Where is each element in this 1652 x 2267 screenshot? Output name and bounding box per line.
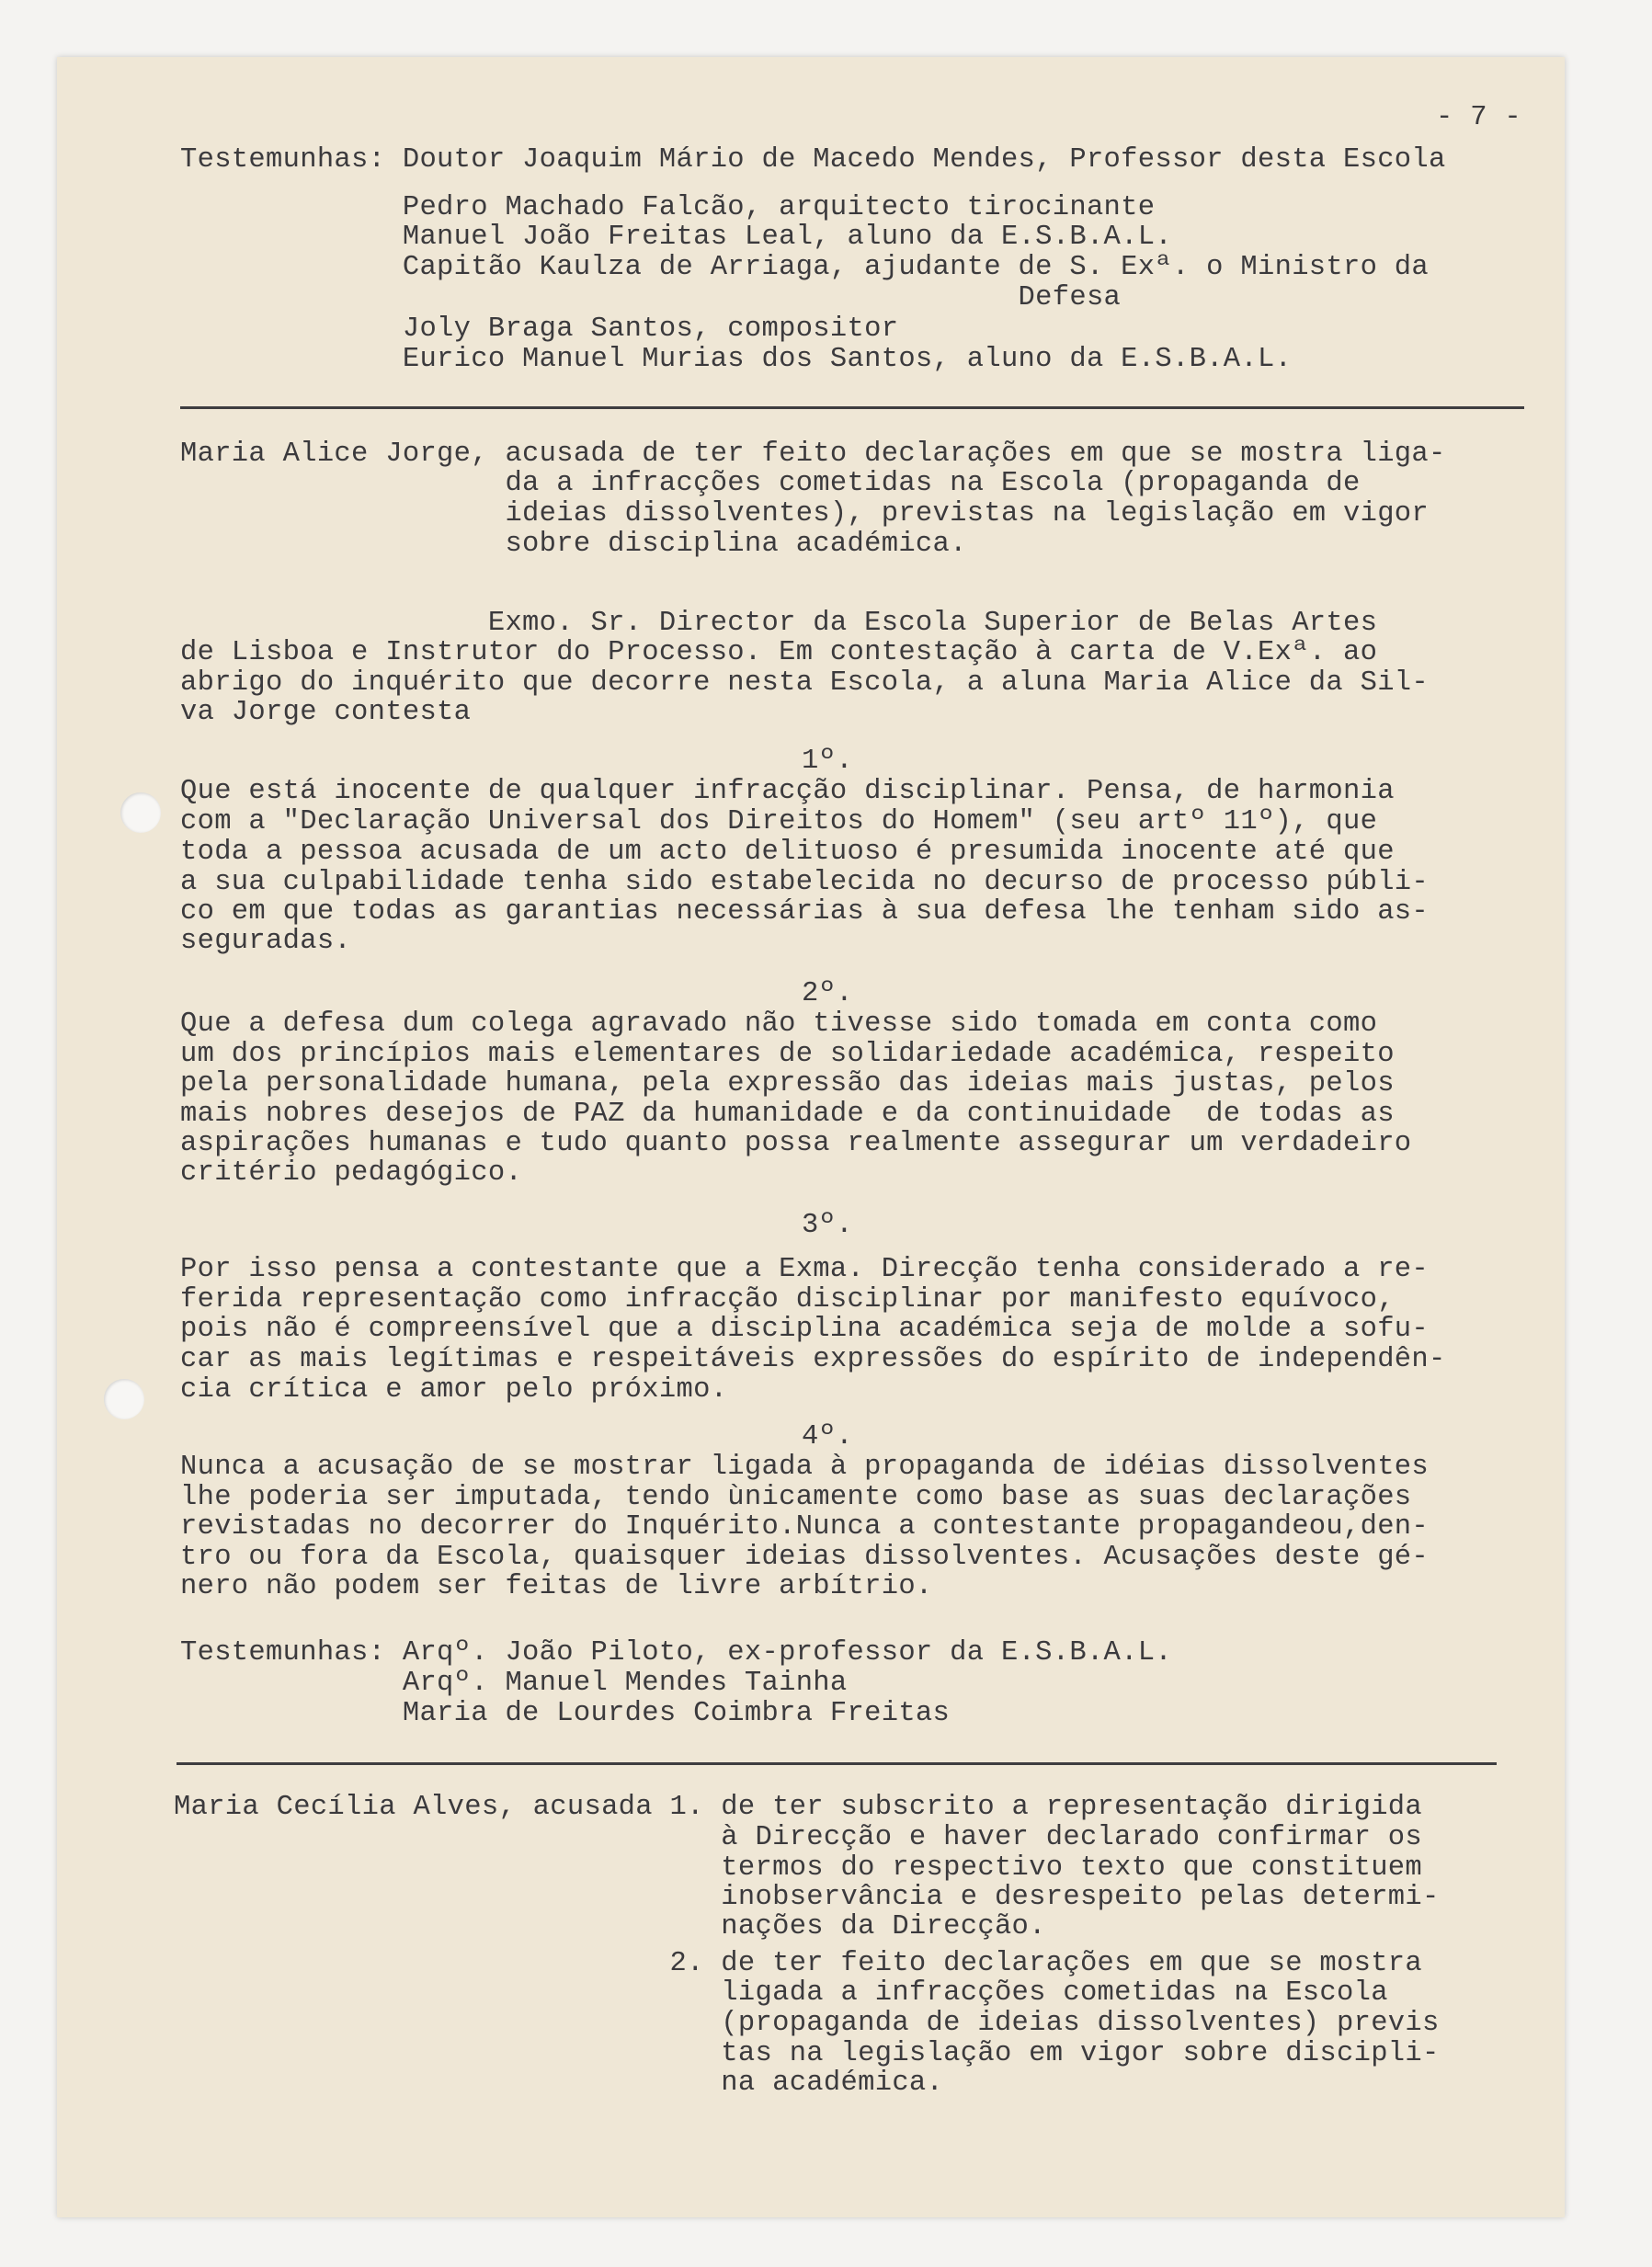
text-line: inobservância e desrespeito pelas determi- xyxy=(174,1882,1440,1913)
text-line: mais nobres desejos de PAZ da humanidade e da continuidade de todas as xyxy=(180,1099,1395,1130)
text-line: revistadas no decorrer do Inquérito.Nunca a contestante propagandeou,den- xyxy=(180,1511,1430,1543)
text-line: toda a pessoa acusada de um acto delituoso é presumida inocente até que xyxy=(180,837,1395,868)
text-line: Maria Alice Jorge, acusada de ter feito declarações em que se mostra liga- xyxy=(180,439,1446,470)
text-line: tro ou fora da Escola, quaisquer ideias dissolventes. Acusações deste gé- xyxy=(180,1542,1430,1573)
text-line: na académica. xyxy=(174,2068,944,2099)
text-line: de Lisboa e Instrutor do Processo. Em contestação à carta de V.Exª. ao xyxy=(180,637,1378,668)
text-line: Por isso pensa a contestante que a Exma. Direcção tenha considerado a re- xyxy=(180,1254,1430,1285)
text-line: (propaganda de ideias dissolventes) previs xyxy=(174,2008,1440,2039)
text-line: Defesa xyxy=(180,282,1122,313)
text-line: ideias dissolventes), previstas na legislação em vigor xyxy=(180,498,1430,530)
text-line: da a infracções cometidas na Escola (propaganda de xyxy=(180,468,1361,499)
text-line: Que está inocente de qualquer infracção disciplinar. Pensa, de harmonia xyxy=(180,776,1395,807)
article-heading: 1º. xyxy=(802,746,853,777)
text-line: termos do respectivo texto que constituem xyxy=(174,1852,1423,1884)
text-line: Arqº. Manuel Mendes Tainha xyxy=(180,1668,848,1699)
text-line: co em que todas as garantias necessárias à sua defesa lhe tenham sido as- xyxy=(180,896,1430,928)
text-line: lhe poderia ser imputada, tendo ùnicamente como base as suas declarações xyxy=(180,1482,1412,1513)
text-line: sobre disciplina académica. xyxy=(180,529,967,560)
article-heading: 2º. xyxy=(802,978,853,1009)
text-line: Maria Cecília Alves, acusada 1. de ter subscrito a representação dirigida xyxy=(174,1792,1423,1823)
text-line: tas na legislação em vigor sobre discipli- xyxy=(174,2038,1440,2069)
text-line: Maria de Lourdes Coimbra Freitas xyxy=(180,1698,951,1729)
text-line: Nunca a acusação de se mostrar ligada à propaganda de idéias dissolventes xyxy=(180,1452,1430,1483)
document-page xyxy=(57,57,1565,2217)
text-line: Pedro Machado Falcão, arquitecto tirocinante xyxy=(180,192,1156,223)
text-line: ligada a infracções cometidas na Escola xyxy=(174,1977,1388,2009)
article-heading: 3º. xyxy=(802,1210,853,1241)
text-line: Capitão Kaulza de Arriaga, ajudante de S. Exª. o Ministro da xyxy=(180,252,1430,283)
text-line: a sua culpabilidade tenha sido estabelecida no decurso de processo públi- xyxy=(180,867,1430,898)
text-line: Que a defesa dum colega agravado não tivesse sido tomada em conta como xyxy=(180,1008,1378,1040)
text-line: nações da Direcção. xyxy=(174,1911,1046,1942)
text-line: Eurico Manuel Murias dos Santos, aluno da E.S.B.A.L. xyxy=(180,344,1293,375)
text-line: cia crítica e amor pelo próximo. xyxy=(180,1374,728,1406)
text-line: um dos princípios mais elementares de solidariedade académica, respeito xyxy=(180,1039,1395,1070)
text-line: à Direcção e haver declarado confirmar os xyxy=(174,1822,1423,1853)
text-line: va Jorge contesta xyxy=(180,697,472,728)
punch-hole-top xyxy=(120,792,161,833)
text-line: Testemunhas: Arqº. João Piloto, ex-professor da E.S.B.A.L. xyxy=(180,1637,1172,1669)
article-heading: 4º. xyxy=(802,1421,853,1452)
text-line: Testemunhas: Doutor Joaquim Mário de Macedo Mendes, Professor desta Escola xyxy=(180,144,1446,176)
text-line: pois não é compreensível que a disciplina académica seja de molde a sofu- xyxy=(180,1314,1430,1345)
punch-hole-bottom xyxy=(104,1379,144,1419)
text-line: com a "Declaração Universal dos Direitos do Homem" (seu artº 11º), que xyxy=(180,806,1378,837)
text-line: car as mais legítimas e respeitáveis expressões do espírito de independên- xyxy=(180,1344,1446,1375)
text-line: 2. de ter feito declarações em que se mostra xyxy=(174,1948,1423,1979)
text-line: Manuel João Freitas Leal, aluno da E.S.B.A.L. xyxy=(180,222,1172,253)
text-line: abrigo do inquérito que decorre nesta Escola, a aluna Maria Alice da Sil- xyxy=(180,667,1430,699)
text-line: nero não podem ser feitas de livre arbítrio. xyxy=(180,1571,933,1602)
section-divider xyxy=(177,1762,1497,1765)
text-line: Exmo. Sr. Director da Escola Superior de Belas Artes xyxy=(180,608,1378,639)
text-line: pela personalidade humana, pela expressão das ideias mais justas, pelos xyxy=(180,1068,1395,1099)
page-number: - 7 - xyxy=(1436,102,1522,133)
text-line: Joly Braga Santos, compositor xyxy=(180,313,899,345)
section-divider xyxy=(180,406,1524,409)
text-line: ferida representação como infracção disciplinar por manifesto equívoco, xyxy=(180,1284,1395,1316)
text-line: seguradas. xyxy=(180,926,352,957)
text-line: aspirações humanas e tudo quanto possa realmente assegurar um verdadeiro xyxy=(180,1128,1412,1159)
text-line: critério pedagógico. xyxy=(180,1157,523,1189)
